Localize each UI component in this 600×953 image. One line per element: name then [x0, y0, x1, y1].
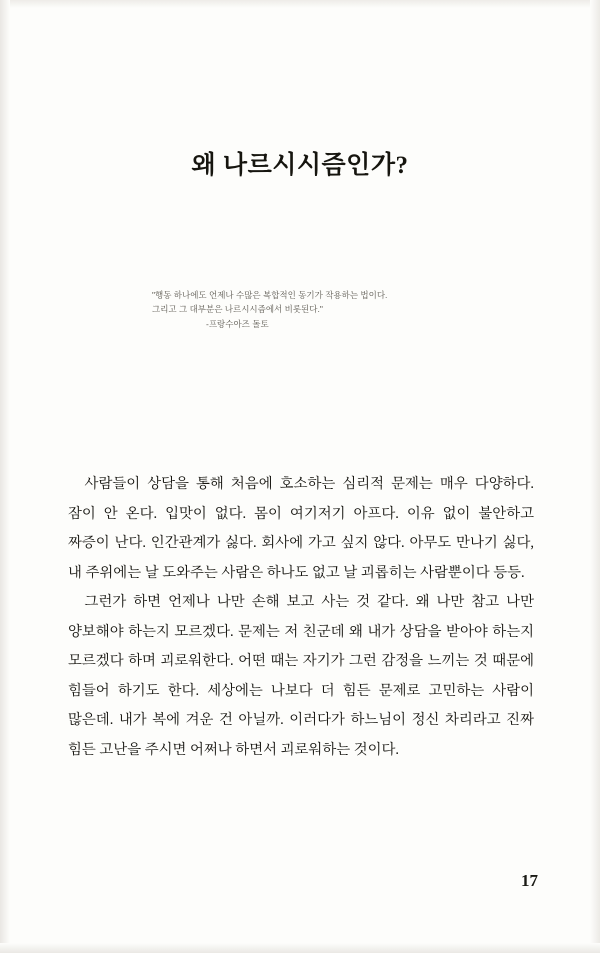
epigraph-line-1: "행동 하나에도 언제나 수많은 복합적인 동기가 작용하는 법이다.: [152, 290, 388, 300]
paragraph: 그런가 하면 언제나 나만 손해 보고 사는 것 같다. 왜 나만 참고 나만 양보해야 하는지 모르겠다. 문제는 저 친군데 왜 내가 상담을 받아야 하는지 모르겠다 하며 괴로워한다. 어떤 때는 자기가 그런 감정을 느끼는 것 때문에 힘들어 하기도 한다. 세상에는 나보다 더 힘든 문제로 고민하는 사람이 많은데. 내가 복에 겨운 건 아닐까. 이러다가 하느님이 정신 차리라고 진짜 힘든 고난을 주시면 어쩌나 하면서 괴로워하는 것이다.: [68, 594, 534, 758]
epigraph: [152, 289, 452, 331]
epigraph-line-2: 그리고 그 대부분은 나르시시즘에서 비롯된다.": [152, 303, 323, 314]
epigraph-attribution: -프랑수아즈 돌토: [206, 318, 269, 329]
scan-edge-top: [0, 0, 600, 8]
chapter-title: 왜 나르시시즘인가?: [191, 151, 409, 179]
scan-edge-right: [590, 0, 600, 953]
scan-edge-left: [0, 0, 10, 953]
body-text: [68, 470, 534, 765]
paragraph: 사람들이 상담을 통해 처음에 호소하는 심리적 문제는 매우 다양하다. 잠이 안 온다. 입맛이 없다. 몸이 여기저기 아프다. 이유 없이 불안하고 짜증이 난다. 인간관계가 싫다. 회사에 가고 싶지 않다. 아무도 만나기 싫다, 내 주위에는 날 도와주는 사람은 하나도 없고 날 괴롭히는 사람뿐이다 등등.: [68, 476, 534, 581]
page-number: 17: [521, 871, 538, 890]
scan-edge-bottom: [0, 943, 600, 953]
